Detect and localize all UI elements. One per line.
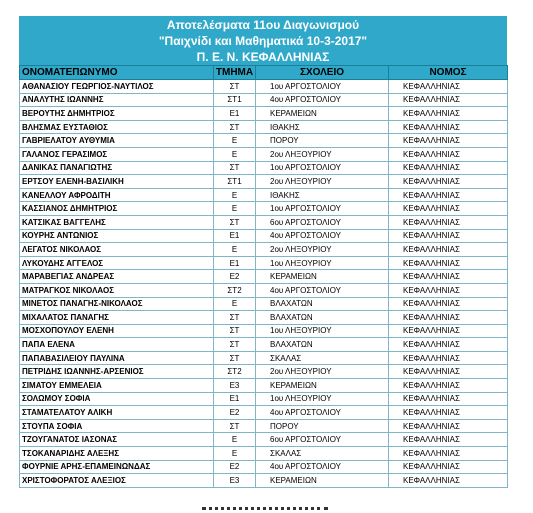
table-row xyxy=(20,120,508,134)
school-cell: 4ου ΑΡΓΟΣΤΟΛΙΟΥ xyxy=(256,406,389,420)
section-cell: Ε2 xyxy=(214,270,256,284)
section-cell: ΣΤ xyxy=(214,120,256,134)
student-name-cell: ΒΛΗΣΜΑΣ ΕΥΣΤΑΘΙΟΣ xyxy=(20,120,214,134)
table-row xyxy=(20,460,508,474)
school-cell: ΙΘΑΚΗΣ xyxy=(256,188,389,202)
student-name-cell: ΜΑΡΑΒΕΓΙΑΣ ΑΝΔΡΕΑΣ xyxy=(20,270,214,284)
table-row xyxy=(20,270,508,284)
student-name-cell: ΓΑΒΡΙΕΛΑΤΟΥ ΑΥΘΥΜΙΑ xyxy=(20,134,214,148)
school-cell: 2ου ΛΗΞΟΥΡΙΟΥ xyxy=(256,243,389,257)
section-cell: ΣΤ xyxy=(214,351,256,365)
school-cell: 1ου ΛΗΞΟΥΡΙΟΥ xyxy=(256,392,389,406)
title-line-2: "Παιχνίδι και Μαθηματικά 10-3-2017" xyxy=(158,34,368,48)
table-row xyxy=(20,161,508,175)
school-cell: 4ου ΑΡΓΟΣΤΟΛΙΟΥ xyxy=(256,460,389,474)
prefecture-cell: ΚΕΦΑΛΛΗΝΙΑΣ xyxy=(389,392,508,406)
table-body xyxy=(20,80,508,488)
prefecture-cell: ΚΕΦΑΛΛΗΝΙΑΣ xyxy=(389,419,508,433)
school-cell: 1ου ΑΡΓΟΣΤΟΛΙΟΥ xyxy=(256,161,389,175)
table-row xyxy=(20,392,508,406)
school-cell: 1ου ΛΗΞΟΥΡΙΟΥ xyxy=(256,256,389,270)
school-cell: 1ου ΑΡΓΟΣΤΟΛΙΟΥ xyxy=(256,202,389,216)
table-row xyxy=(20,338,508,352)
student-name-cell: ΑΘΑΝΑΣΙΟΥ ΓΕΩΡΓΙΟΣ-ΝΑΥΤΙΛΟΣ xyxy=(20,80,214,94)
prefecture-cell: ΚΕΦΑΛΛΗΝΙΑΣ xyxy=(389,120,508,134)
section-cell: ΣΤ1 xyxy=(214,93,256,107)
section-cell: Ε xyxy=(214,202,256,216)
table-row xyxy=(20,256,508,270)
prefecture-cell: ΚΕΦΑΛΛΗΝΙΑΣ xyxy=(389,338,508,352)
table-row xyxy=(20,311,508,325)
section-cell: ΣΤ xyxy=(214,311,256,325)
prefecture-cell: ΚΕΦΑΛΛΗΝΙΑΣ xyxy=(389,297,508,311)
title-line-3: Π. Ε. Ν. ΚΕΦΑΛΛΗΝΙΑΣ xyxy=(196,50,330,64)
prefecture-cell: ΚΕΦΑΛΛΗΝΙΑΣ xyxy=(389,215,508,229)
table-row xyxy=(20,419,508,433)
section-cell: Ε xyxy=(214,243,256,257)
student-name-cell: ΚΟΥΡΗΣ ΑΝΤΩΝΙΟΣ xyxy=(20,229,214,243)
school-cell: 6ου ΑΡΓΟΣΤΟΛΙΟΥ xyxy=(256,433,389,447)
student-name-cell: ΚΑΤΣΙΚΑΣ ΒΑΓΓΕΛΗΣ xyxy=(20,215,214,229)
column-header-section: ΤΜΗΜΑ xyxy=(214,66,256,80)
table-row xyxy=(20,147,508,161)
prefecture-cell: ΚΕΦΑΛΛΗΝΙΑΣ xyxy=(389,447,508,461)
student-name-cell: ΜΑΤΡΑΓΚΟΣ ΝΙΚΟΛΑΟΣ xyxy=(20,283,214,297)
school-cell: 2ου ΛΗΞΟΥΡΙΟΥ xyxy=(256,147,389,161)
prefecture-cell: ΚΕΦΑΛΛΗΝΙΑΣ xyxy=(389,188,508,202)
prefecture-cell: ΚΕΦΑΛΛΗΝΙΑΣ xyxy=(389,134,508,148)
section-cell: ΣΤ2 xyxy=(214,283,256,297)
student-name-cell: ΚΑΣΣΙΑΝΟΣ ΔΗΜΗΤΡΙΟΣ xyxy=(20,202,214,216)
prefecture-cell: ΚΕΦΑΛΛΗΝΙΑΣ xyxy=(389,460,508,474)
student-name-cell: ΤΖΟΥΓΑΝΑΤΟΣ ΙΑΣΟΝΑΣ xyxy=(20,433,214,447)
section-cell: Ε xyxy=(214,433,256,447)
student-name-cell: ΑΝΑΛΥΤΗΣ ΙΩΑΝΝΗΣ xyxy=(20,93,214,107)
results-sheet xyxy=(19,16,507,488)
prefecture-cell: ΚΕΦΑΛΛΗΝΙΑΣ xyxy=(389,365,508,379)
school-cell: ΣΚΑΛΑΣ xyxy=(256,351,389,365)
school-cell: ΠΟΡΟΥ xyxy=(256,134,389,148)
student-name-cell: ΣΙΜΑΤΟΥ ΕΜΜΕΛΕΙΑ xyxy=(20,379,214,393)
table-row xyxy=(20,229,508,243)
table-row xyxy=(20,297,508,311)
school-cell: ΚΕΡΑΜΕΙΩΝ xyxy=(256,107,389,121)
student-name-cell: ΠΕΤΡΙΔΗΣ ΙΩΑΝΝΗΣ-ΑΡΣΕΝΙΟΣ xyxy=(20,365,214,379)
table-row xyxy=(20,474,508,488)
section-cell: Ε xyxy=(214,188,256,202)
school-cell: 6ου ΑΡΓΟΣΤΟΛΙΟΥ xyxy=(256,215,389,229)
column-header-prefecture: ΝΟΜΟΣ xyxy=(389,66,508,80)
dotted-separator xyxy=(202,507,328,513)
section-cell: ΣΤ xyxy=(214,215,256,229)
school-cell: ΚΕΡΑΜΕΙΩΝ xyxy=(256,474,389,488)
table-row xyxy=(20,93,508,107)
prefecture-cell: ΚΕΦΑΛΛΗΝΙΑΣ xyxy=(389,270,508,284)
prefecture-cell: ΚΕΦΑΛΛΗΝΙΑΣ xyxy=(389,243,508,257)
prefecture-cell: ΚΕΦΑΛΛΗΝΙΑΣ xyxy=(389,283,508,297)
student-name-cell: ΣΤΑΜΑΤΕΛΑΤΟΥ ΑΛΙΚΗ xyxy=(20,406,214,420)
section-cell: Ε xyxy=(214,297,256,311)
prefecture-cell: ΚΕΦΑΛΛΗΝΙΑΣ xyxy=(389,175,508,189)
section-cell: ΣΤ2 xyxy=(214,365,256,379)
school-cell: 4ου ΑΡΓΟΣΤΟΛΙΟΥ xyxy=(256,283,389,297)
student-name-cell: ΛΥΚΟΥΔΗΣ ΑΓΓΕΛΟΣ xyxy=(20,256,214,270)
section-cell: ΣΤ xyxy=(214,324,256,338)
title-line-1: Αποτελέσματα 11ου Διαγωνισμού xyxy=(166,18,360,32)
section-cell: ΣΤ xyxy=(214,338,256,352)
prefecture-cell: ΚΕΦΑΛΛΗΝΙΑΣ xyxy=(389,324,508,338)
table-row xyxy=(20,202,508,216)
section-cell: ΣΤ xyxy=(214,161,256,175)
section-cell: Ε xyxy=(214,447,256,461)
column-header-school: ΣΧΟΛΕΙΟ xyxy=(256,66,389,80)
section-cell: ΣΤ1 xyxy=(214,175,256,189)
section-cell: Ε1 xyxy=(214,107,256,121)
table-row xyxy=(20,215,508,229)
student-name-cell: ΣΤΟΥΠΑ ΣΟΦΙΑ xyxy=(20,419,214,433)
school-cell: 2ου ΛΗΞΟΥΡΙΟΥ xyxy=(256,175,389,189)
section-cell: Ε xyxy=(214,134,256,148)
results-table xyxy=(19,65,508,488)
table-row xyxy=(20,175,508,189)
student-name-cell: ΧΡΙΣΤΟΦΟΡΑΤΟΣ ΑΛΕΞΙΟΣ xyxy=(20,474,214,488)
title-block xyxy=(19,16,507,65)
school-cell: ΒΛΑΧΑΤΩΝ xyxy=(256,297,389,311)
prefecture-cell: ΚΕΦΑΛΛΗΝΙΑΣ xyxy=(389,202,508,216)
school-cell: 1ου ΑΡΓΟΣΤΟΛΙΟΥ xyxy=(256,80,389,94)
table-row xyxy=(20,433,508,447)
prefecture-cell: ΚΕΦΑΛΛΗΝΙΑΣ xyxy=(389,406,508,420)
prefecture-cell: ΚΕΦΑΛΛΗΝΙΑΣ xyxy=(389,80,508,94)
school-cell: 1ου ΛΗΞΟΥΡΙΟΥ xyxy=(256,324,389,338)
school-cell: ΚΕΡΑΜΕΙΩΝ xyxy=(256,270,389,284)
school-cell: 4ου ΑΡΓΟΣΤΟΛΙΟΥ xyxy=(256,93,389,107)
prefecture-cell: ΚΕΦΑΛΛΗΝΙΑΣ xyxy=(389,474,508,488)
prefecture-cell: ΚΕΦΑΛΛΗΝΙΑΣ xyxy=(389,229,508,243)
student-name-cell: ΓΑΛΑΝΟΣ ΓΕΡΑΣΙΜΟΣ xyxy=(20,147,214,161)
student-name-cell: ΤΣΟΚΑΝΑΡΙΔΗΣ ΑΛΕΞΗΣ xyxy=(20,447,214,461)
student-name-cell: ΜΟΣΧΟΠΟΥΛΟΥ ΕΛΕΝΗ xyxy=(20,324,214,338)
section-cell: Ε1 xyxy=(214,229,256,243)
table-header-row xyxy=(20,66,508,80)
prefecture-cell: ΚΕΦΑΛΛΗΝΙΑΣ xyxy=(389,147,508,161)
student-name-cell: ΚΑΝΕΛΛΟΥ ΑΦΡΟΔΙΤΗ xyxy=(20,188,214,202)
student-name-cell: ΦΟΥΡΝΙΕ ΑΡΗΣ-ΕΠΑΜΕΙΝΩΝΔΑΣ xyxy=(20,460,214,474)
school-cell: ΚΕΡΑΜΕΙΩΝ xyxy=(256,379,389,393)
school-cell: ΒΛΑΧΑΤΩΝ xyxy=(256,338,389,352)
school-cell: ΠΟΡΟΥ xyxy=(256,419,389,433)
prefecture-cell: ΚΕΦΑΛΛΗΝΙΑΣ xyxy=(389,93,508,107)
table-row xyxy=(20,107,508,121)
school-cell: 2ου ΛΗΞΟΥΡΙΟΥ xyxy=(256,365,389,379)
table-row xyxy=(20,324,508,338)
student-name-cell: ΣΟΛΩΜΟΥ ΣΟΦΙΑ xyxy=(20,392,214,406)
section-cell: ΣΤ xyxy=(214,419,256,433)
prefecture-cell: ΚΕΦΑΛΛΗΝΙΑΣ xyxy=(389,107,508,121)
section-cell: Ε xyxy=(214,147,256,161)
school-cell: 4ου ΑΡΓΟΣΤΟΛΙΟΥ xyxy=(256,229,389,243)
section-cell: Ε1 xyxy=(214,392,256,406)
student-name-cell: ΠΑΠΑΒΑΣΙΛΕΙΟΥ ΠΑΥΛΙΝΑ xyxy=(20,351,214,365)
prefecture-cell: ΚΕΦΑΛΛΗΝΙΑΣ xyxy=(389,351,508,365)
table-row xyxy=(20,447,508,461)
prefecture-cell: ΚΕΦΑΛΛΗΝΙΑΣ xyxy=(389,379,508,393)
prefecture-cell: ΚΕΦΑΛΛΗΝΙΑΣ xyxy=(389,256,508,270)
section-cell: Ε1 xyxy=(214,256,256,270)
column-header-name: ΟΝΟΜΑΤΕΠΩΝΥΜΟ xyxy=(20,66,214,80)
prefecture-cell: ΚΕΦΑΛΛΗΝΙΑΣ xyxy=(389,311,508,325)
student-name-cell: ΒΕΡΟΥΤΗΣ ΔΗΜΗΤΡΙΟΣ xyxy=(20,107,214,121)
student-name-cell: ΛΕΓΑΤΟΣ ΝΙΚΟΛΑΟΣ xyxy=(20,243,214,257)
student-name-cell: ΜΙΧΑΛΑΤΟΣ ΠΑΝΑΓΗΣ xyxy=(20,311,214,325)
student-name-cell: ΠΑΠΑ ΕΛΕΝΑ xyxy=(20,338,214,352)
section-cell: Ε2 xyxy=(214,460,256,474)
school-cell: ΙΘΑΚΗΣ xyxy=(256,120,389,134)
school-cell: ΒΛΑΧΑΤΩΝ xyxy=(256,311,389,325)
student-name-cell: ΜΙΝΕΤΟΣ ΠΑΝΑΓΗΣ-ΝΙΚΟΛΑΟΣ xyxy=(20,297,214,311)
prefecture-cell: ΚΕΦΑΛΛΗΝΙΑΣ xyxy=(389,161,508,175)
table-row xyxy=(20,283,508,297)
table-row xyxy=(20,406,508,420)
table-row xyxy=(20,379,508,393)
table-row xyxy=(20,243,508,257)
school-cell: ΣΚΑΛΑΣ xyxy=(256,447,389,461)
section-cell: Ε2 xyxy=(214,406,256,420)
table-row xyxy=(20,80,508,94)
table-row xyxy=(20,365,508,379)
student-name-cell: ΕΡΤΣΟΥ ΕΛΕΝΗ-ΒΑΣΙΛΙΚΗ xyxy=(20,175,214,189)
section-cell: Ε3 xyxy=(214,474,256,488)
student-name-cell: ΔΑΝΙΚΑΣ ΠΑΝΑΓΙΩΤΗΣ xyxy=(20,161,214,175)
table-row xyxy=(20,351,508,365)
table-row xyxy=(20,188,508,202)
section-cell: Ε3 xyxy=(214,379,256,393)
table-row xyxy=(20,134,508,148)
section-cell: ΣΤ xyxy=(214,80,256,94)
prefecture-cell: ΚΕΦΑΛΛΗΝΙΑΣ xyxy=(389,433,508,447)
